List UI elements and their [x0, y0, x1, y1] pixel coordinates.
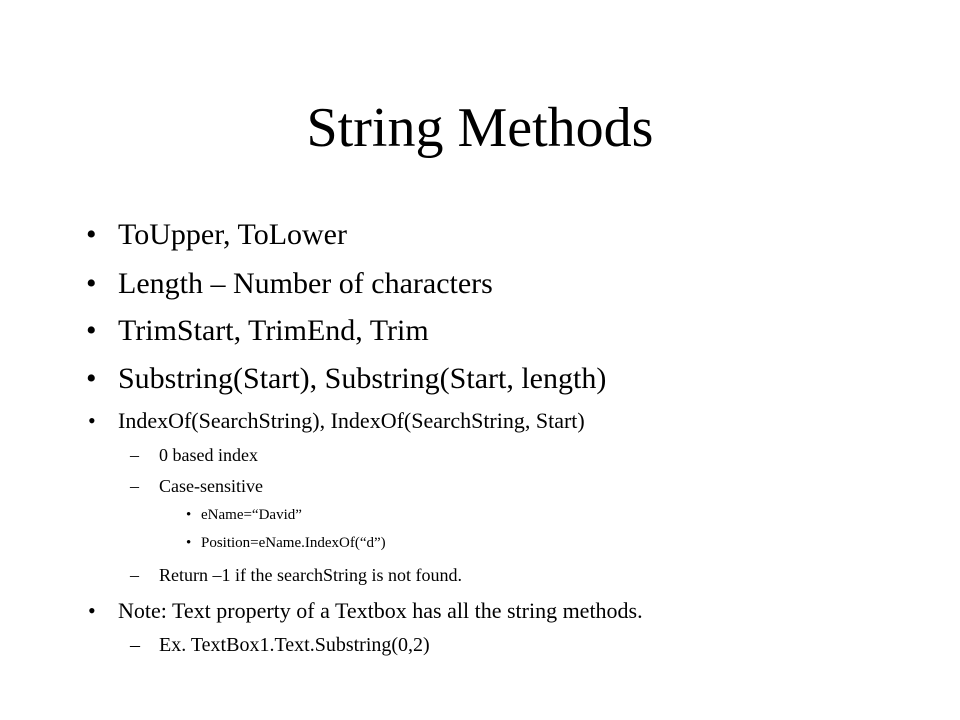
bullet-marker: • — [186, 507, 192, 523]
bullet-marker: • — [86, 218, 97, 251]
sub-item-text: Case-sensitive — [159, 476, 263, 496]
dash-marker: – — [130, 445, 139, 465]
sub-sub-item-text: eName=“David” — [201, 507, 302, 523]
bullet-marker: • — [88, 408, 96, 433]
bullet-marker: • — [88, 598, 96, 623]
bullet-marker: • — [86, 362, 97, 395]
sub-item-text: 0 based index — [159, 445, 258, 465]
bullet-text: Note: Text property of a Textbox has all the string methods. — [118, 598, 643, 623]
sub-item-text: Ex. TextBox1.Text.Substring(0,2) — [159, 634, 430, 656]
bullet-text: ToUpper, ToLower — [118, 218, 347, 251]
bullet-text: IndexOf(SearchString), IndexOf(SearchString, Start) — [118, 408, 585, 433]
bullet-text: Length – Number of characters — [118, 267, 493, 300]
bullet-text: Substring(Start), Substring(Start, length) — [118, 362, 607, 395]
bullet-marker: • — [186, 535, 192, 551]
dash-marker: – — [130, 476, 139, 496]
bullet-marker: • — [86, 267, 97, 300]
slide-title: String Methods — [306, 97, 654, 159]
dash-marker: – — [130, 634, 140, 656]
dash-marker: – — [130, 565, 139, 585]
bullet-text: TrimStart, TrimEnd, Trim — [118, 314, 429, 347]
sub-item-text: Return –1 if the searchString is not found. — [159, 565, 462, 585]
sub-sub-item-text: Position=eName.IndexOf(“d”) — [201, 535, 386, 551]
bullet-marker: • — [86, 314, 97, 347]
